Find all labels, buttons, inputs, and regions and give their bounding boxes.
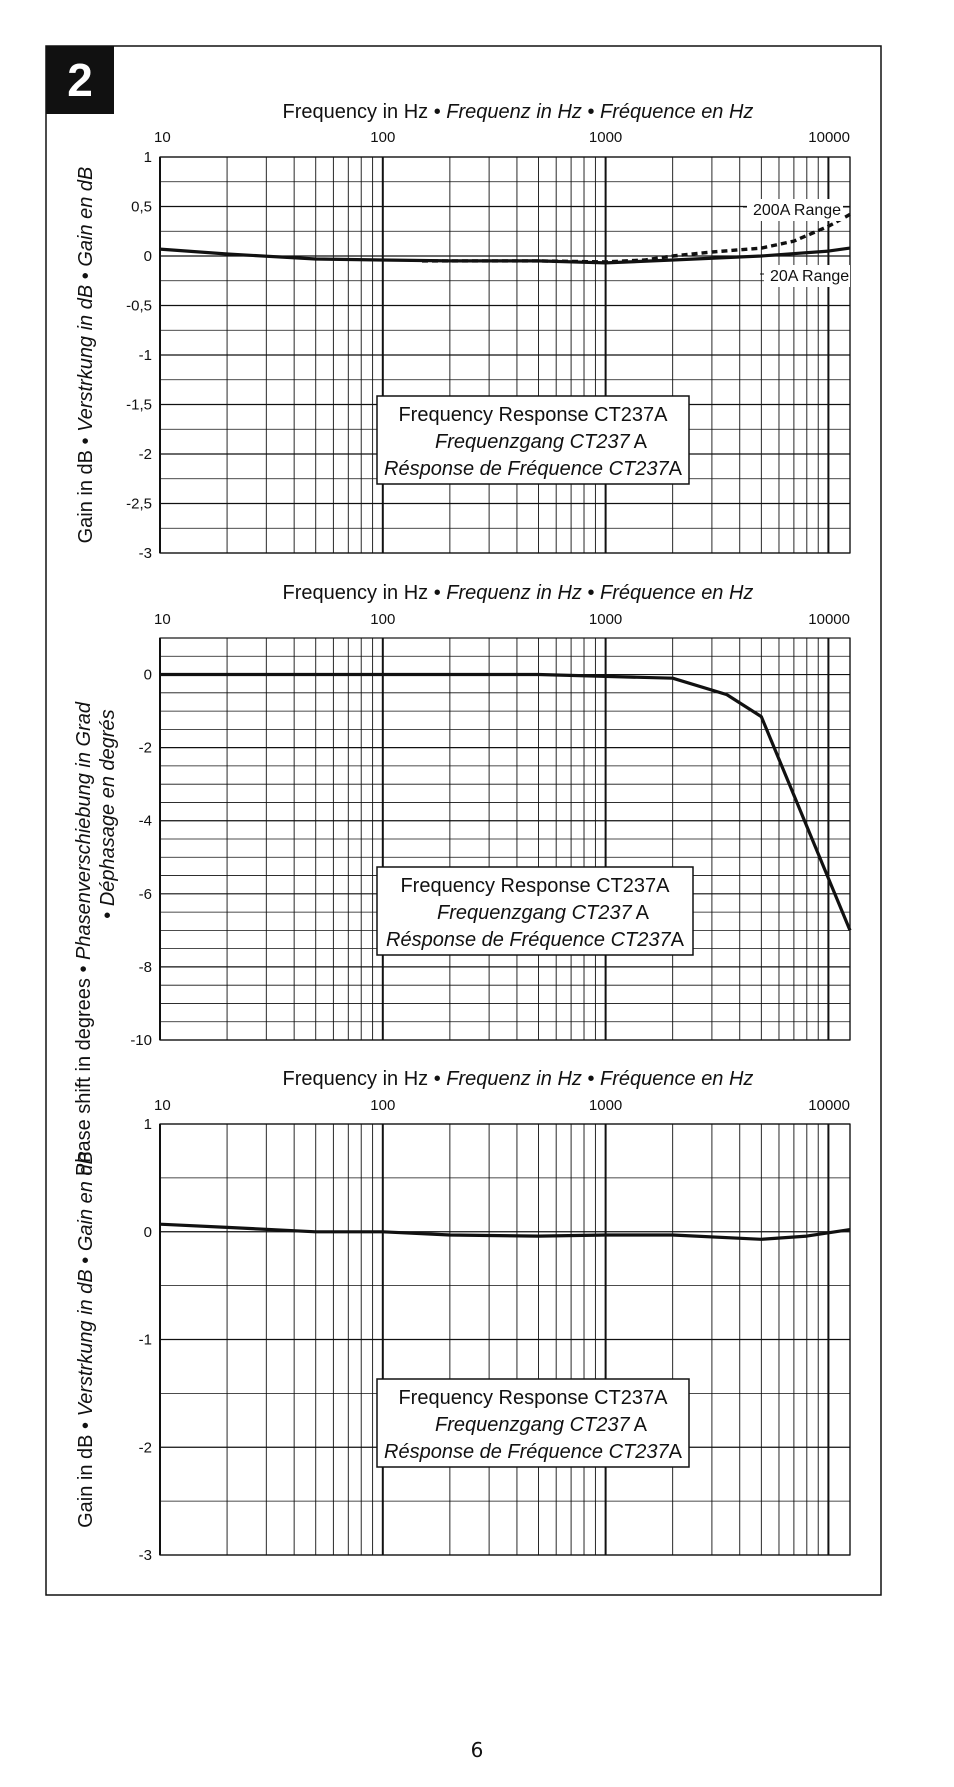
y-axis-title-fr: Gain en dB — [75, 1151, 97, 1252]
y-tick-label: -3 — [138, 545, 152, 562]
y-axis-title-sep: • — [97, 906, 119, 919]
title-box-line3-a: Résponse de Fréquence CT237 — [386, 929, 671, 951]
x-tick-label: 10000 — [808, 129, 850, 146]
y-axis-title-fr: Gain en dB — [75, 166, 97, 267]
title-box-line1: Frequency Response CT237A — [398, 1387, 668, 1409]
x-axis-title-sep: • — [587, 582, 601, 604]
x-axis-title-de: Frequenz in Hz — [446, 1068, 588, 1090]
title-box-line1: Frequency Response CT237A — [400, 875, 670, 897]
y-axis-title — [75, 1151, 97, 1528]
y-tick-label: 0 — [143, 1223, 152, 1241]
y-axis-title-en: Gain in dB — [75, 1428, 97, 1528]
y-axis-title-sep: • — [73, 959, 95, 973]
y-tick-label: -6 — [138, 885, 152, 903]
title-box-line2-b: A — [633, 1414, 647, 1436]
x-axis-title-de: Frequenz in Hz — [446, 582, 588, 604]
charts-group — [73, 101, 850, 1564]
x-tick-label: 1000 — [588, 129, 623, 146]
grid-lines — [160, 638, 850, 1040]
x-tick-label: 1000 — [588, 1097, 623, 1114]
y-tick-label: 0 — [143, 248, 152, 265]
y-tick-label: -2 — [138, 739, 152, 757]
y-tick-label: -10 — [130, 1032, 152, 1049]
y-tick-label: 0 — [143, 666, 152, 684]
y-tick-label: 1 — [143, 1116, 152, 1133]
x-axis-title — [283, 101, 754, 123]
x-tick-label: 1000 — [588, 611, 623, 628]
title-box-line3-b: A — [668, 458, 682, 480]
title-box-line3-b: A — [670, 929, 684, 951]
title-box-line2-a: Frequenzgang CT237 — [437, 902, 632, 924]
title-box-line2-b: A — [635, 902, 649, 924]
title-box-line2-a: Frequenzgang CT237 — [435, 1414, 630, 1436]
x-axis-title-sep: • — [433, 1068, 447, 1090]
title-box-line3-a: Résponse de Fréquence CT237 — [384, 1441, 669, 1463]
y-axis-title-sep: • — [75, 1251, 97, 1264]
title-box-line3-a: Résponse de Fréquence CT237 — [384, 458, 669, 480]
x-tick-label: 10000 — [808, 611, 850, 628]
chart-1 — [75, 101, 850, 562]
figure-number: 2 — [67, 54, 93, 106]
title-box-line2 — [437, 902, 650, 924]
title-box-line2 — [435, 431, 648, 453]
x-tick-label: 100 — [370, 129, 396, 146]
x-axis-title-sep: • — [587, 1068, 601, 1090]
y-axis-title-de: Verstrkung in dB — [75, 279, 97, 432]
title-box-line3-b: A — [668, 1441, 682, 1463]
series-label: 20A Range — [770, 268, 850, 285]
y-tick-label: -1,5 — [126, 396, 152, 414]
x-axis-title-fr: Fréquence en Hz — [600, 1068, 754, 1090]
y-axis-title-en: Phase shift in degrees — [73, 972, 95, 1176]
y-axis-title-sep: • — [75, 1416, 97, 1429]
x-tick-label: 10 — [154, 1097, 171, 1114]
y-axis-title — [75, 167, 97, 544]
x-tick-label: 100 — [370, 1097, 396, 1114]
y-axis-title-de: Phasenverschiebung in Grad — [73, 702, 95, 960]
title-box-line3 — [386, 929, 685, 951]
y-tick-label: 1 — [143, 149, 152, 166]
x-axis-title-sep: • — [433, 582, 447, 604]
y-axis-title-sep: • — [75, 431, 97, 445]
y-tick-label: -0,5 — [126, 297, 152, 315]
x-axis-title-de: Frequenz in Hz — [446, 101, 588, 123]
y-tick-label: -2,5 — [126, 495, 152, 513]
y-axis-title-line2 — [97, 709, 119, 918]
y-tick-label: -2 — [138, 446, 152, 463]
y-tick-label: -2 — [138, 1439, 152, 1457]
x-axis-title-en: Frequency in Hz — [282, 101, 434, 123]
y-axis-title-fr: Déphasage en degrés — [97, 709, 119, 907]
x-tick-label: 10 — [154, 129, 171, 146]
y-tick-label: -3 — [138, 1547, 152, 1564]
x-axis-title-sep: • — [433, 101, 447, 123]
title-box-line2-a: Frequenzgang CT237 — [435, 431, 630, 453]
y-axis-title-sep: • — [75, 266, 97, 280]
x-tick-label: 10000 — [808, 1097, 850, 1114]
x-tick-label: 100 — [370, 611, 396, 628]
x-axis-title — [283, 582, 754, 604]
y-tick-label: -1 — [138, 347, 152, 364]
y-tick-label: 0,5 — [131, 198, 152, 216]
x-axis-title-en: Frequency in Hz — [282, 582, 434, 604]
x-tick-label: 10 — [154, 611, 171, 628]
y-tick-label: -8 — [138, 958, 152, 976]
x-axis-title-sep: • — [587, 101, 601, 123]
grid-lines — [160, 1124, 850, 1555]
title-box-line3 — [384, 458, 683, 480]
chart-3 — [75, 1068, 850, 1564]
x-axis-title — [283, 1068, 754, 1090]
grid-lines — [160, 157, 850, 553]
y-tick-label: -1 — [138, 1331, 152, 1349]
title-box-line3 — [384, 1441, 683, 1463]
y-tick-label: -4 — [138, 812, 152, 830]
title-box-line2-b: A — [633, 431, 647, 453]
title-box-line2 — [435, 1414, 648, 1436]
x-axis-title-fr: Fréquence en Hz — [600, 582, 754, 604]
x-axis-title-fr: Fréquence en Hz — [600, 101, 754, 123]
y-axis-title-line1 — [73, 701, 95, 1176]
title-box-line1: Frequency Response CT237A — [398, 404, 668, 426]
y-axis-title-en: Gain in dB — [75, 444, 97, 544]
y-axis-title-de: Verstrkung in dB — [75, 1263, 97, 1417]
x-axis-title-en: Frequency in Hz — [282, 1068, 434, 1090]
series-label: 200A Range — [753, 202, 842, 219]
page-number: 6 — [470, 1738, 484, 1762]
